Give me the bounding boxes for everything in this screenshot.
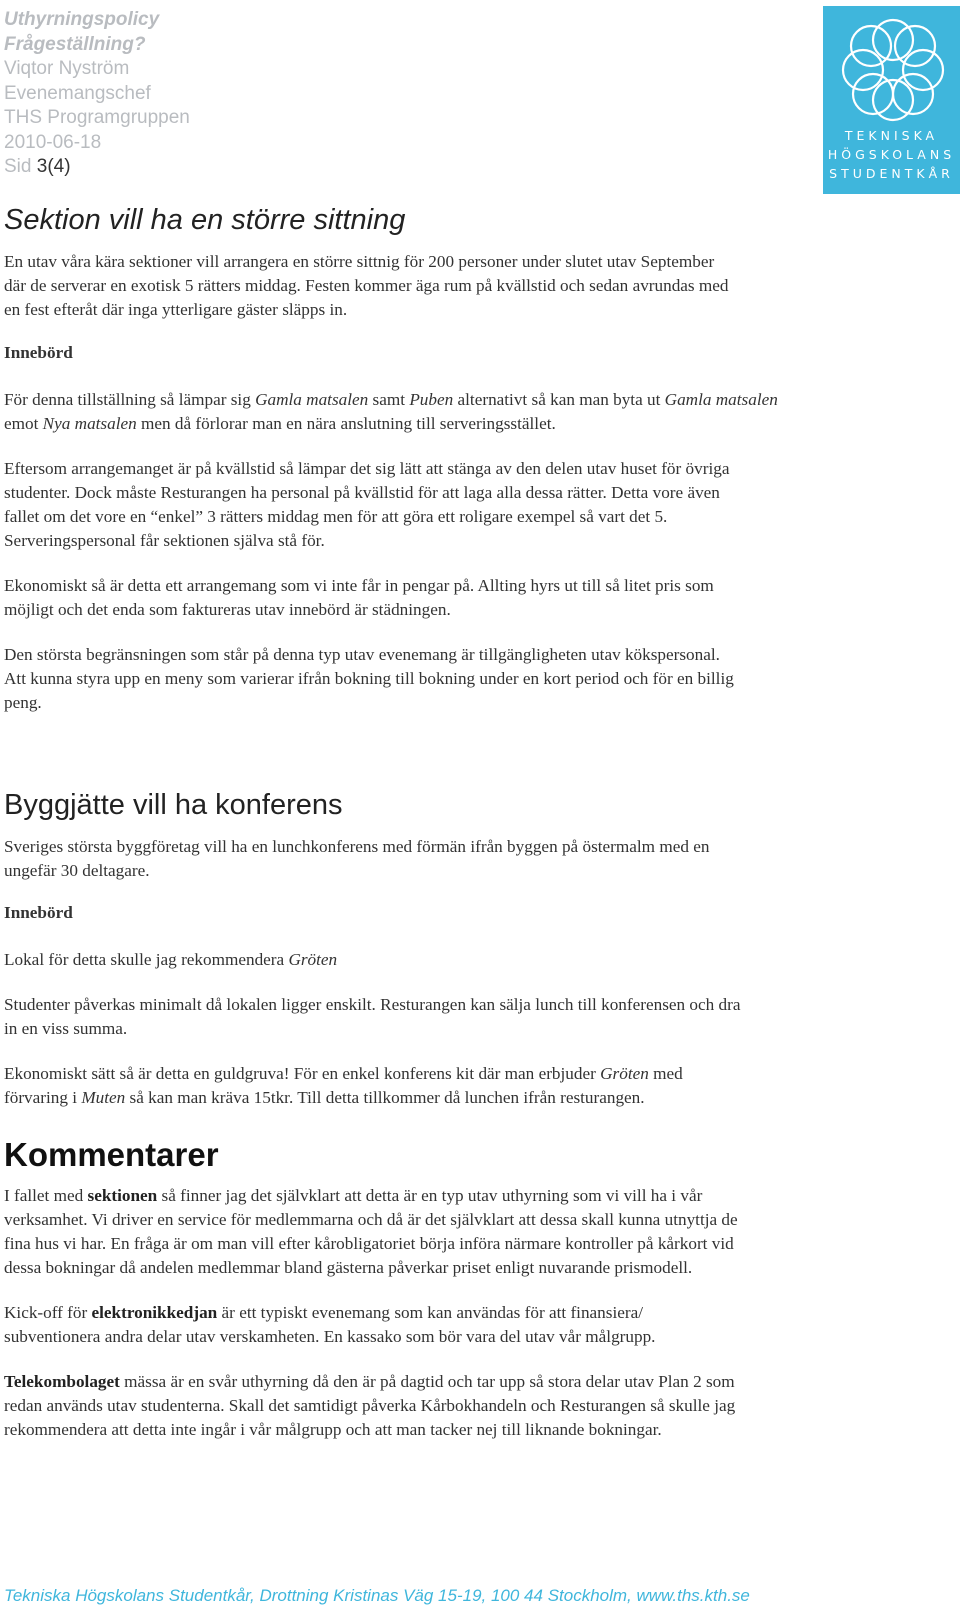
author-role: Evenemangschef (4, 82, 151, 104)
paragraph-line: verksamhet. Vi driver en service för medlemmarna och då är det självklart att dessa skall kunna utnyttja de (4, 1210, 738, 1229)
venue-name: Nya matsalen (42, 414, 137, 433)
section-title: Byggjätte vill ha konferens (4, 789, 343, 821)
section-title: Sektion vill ha en större sittning (4, 204, 406, 236)
author-name: Viqtor Nyström (4, 58, 130, 79)
section-title: Kommentarer (4, 1136, 219, 1173)
paragraph-line: rekommendera att detta inte ingår i vår målgrupp och att man tacker nej till liknande bokningar. (4, 1420, 662, 1439)
paragraph-line: Eftersom arrangemanget är på kvällstid så lämpar det sig lätt att stänga av den delen utav huset för övriga (4, 459, 730, 478)
paragraph-line: Den största begränsningen som står på denna typ utav evenemang är tillgängligheten utav kökspersonal. (4, 645, 720, 664)
paragraph-line: möjligt och det enda som faktureras utav innebörd är städningen. (4, 600, 451, 619)
paragraph-line: redan används utav studenterna. Skall det samtidigt påverka Kårbokhandeln och Resturangen så skulle jag (4, 1396, 736, 1415)
venue-name: Gamla matsalen (664, 390, 778, 409)
emphasis: elektronikkedjan (91, 1303, 218, 1322)
paragraph-line: fallet om det vore en “enkel” 3 rätters middag men för att göra ett roligare exempel så vart det 5. (4, 507, 668, 526)
paragraph-line: fina hus vi har. En fråga är om man vill efter kårobligatoriet börja införa närmare kontroller på kårkort vid (4, 1234, 734, 1253)
paragraph-line: Serveringspersonal får sektionen själva stå för. (4, 531, 325, 550)
paragraph-line: subventionera andra delar utav verskamheten. En kassako som bör vara del utav vår målgrupp. (4, 1327, 656, 1346)
page-label: Sid (4, 156, 32, 177)
paragraph-line: För denna tillställning så lämpar sig Gamla matsalen samt Puben alternativt så kan man byta ut Gamla matsalen (4, 390, 778, 409)
venue-name: Gamla matsalen (255, 390, 369, 409)
paragraph-line: ungefär 30 deltagare. (4, 861, 150, 880)
paragraph-line: en fest efteråt där inga ytterligare gäster släpps in. (4, 300, 348, 319)
venue-name: Gröten (288, 950, 338, 969)
logo-line-2: HÖGSKOLANS (827, 147, 956, 162)
paragraph-line: peng. (4, 693, 42, 712)
paragraph-line: förvaring i Muten så kan man kräva 15tkr. Till detta tillkommer då lunchen ifrån resturangen. (4, 1088, 645, 1107)
footer-address: Tekniska Högskolans Studentkår, Drottning Kristinas Väg 15-19, 100 44 Stockholm, www.ths.kth.se (4, 1586, 750, 1605)
subheading: Innebörd (4, 903, 73, 922)
venue-name: Gröten (600, 1064, 649, 1083)
emphasis: Telekombolaget (4, 1372, 120, 1391)
paragraph-line: Telekombolaget mässa är en svår uthyrning då den är på dagtid och tar upp så stora delar utav Plan 2 som (4, 1372, 735, 1391)
paragraph-line: där de serverar en exotisk 5 rätters middag. Festen kommer äga rum på kvällstid och sedan avrundas med (4, 276, 729, 295)
paragraph-line: Ekonomiskt så är detta ett arrangemang som vi inte får in pengar på. Allting hyrs ut till så litet pris som (4, 576, 714, 595)
subheading: Innebörd (4, 343, 73, 362)
paragraph-line: emot Nya matsalen men då förlorar man en nära anslutning till serveringsstället. (4, 414, 556, 433)
paragraph-line: En utav våra kära sektioner vill arrangera en större sittnig för 200 personer under slutet utav September (4, 252, 715, 271)
logo-line-1: TEKNISKA (844, 128, 939, 143)
rings-emblem-icon (823, 6, 960, 126)
paragraph-line: I fallet med sektionen så finner jag det självklart att detta är en typ utav uthyrning som vi vill ha i vår (4, 1186, 703, 1205)
paragraph-line: Sveriges största byggföretag vill ha en lunchkonferens med förmän ifrån byggen på östermalm med en (4, 837, 710, 856)
paragraph-line: Att kunna styra upp en meny som varierar ifrån bokning till bokning under en kort period och för en billig (4, 669, 734, 688)
document-header (4, 8, 190, 180)
paragraph-line: Studenter påverkas minimalt då lokalen ligger enskilt. Resturangen kan sälja lunch till konferensen och dra (4, 995, 741, 1014)
paragraph-line: Lokal för detta skulle jag rekommendera Gröten (4, 950, 338, 969)
policy-title: Uthyrningspolicy (4, 9, 160, 30)
ths-logo (823, 6, 960, 194)
venue-name: Puben (409, 390, 454, 409)
page-number: 3(4) (36, 156, 71, 177)
paragraph-line: dessa bokningar då andelen medlemmar bland gästerna påverkar priset enligt nuvarande prismodell. (4, 1258, 693, 1277)
paragraph-line: Ekonomiskt sätt så är detta en guldgruva! För en enkel konferens kit där man erbjuder Gröten med (4, 1064, 683, 1083)
page-indicator (4, 155, 190, 180)
logo-line-3: STUDENTKÅR (829, 166, 954, 181)
document-date: 2010-06-18 (4, 131, 102, 153)
paragraph-line: Kick-off för elektronikkedjan är ett typiskt evenemang som kan användas för att finansiera/ (4, 1303, 643, 1322)
author-group: THS Programgruppen (4, 107, 190, 128)
venue-name: Muten (81, 1088, 126, 1107)
emphasis: sektionen (87, 1186, 158, 1205)
paragraph-line: in en viss summa. (4, 1019, 128, 1038)
paragraph-line: studenter. Dock måste Resturangen ha personal på kvällstid för att laga alla dessa rätter. Detta vore även (4, 483, 720, 502)
policy-subtitle: Frågeställning? (4, 33, 146, 55)
